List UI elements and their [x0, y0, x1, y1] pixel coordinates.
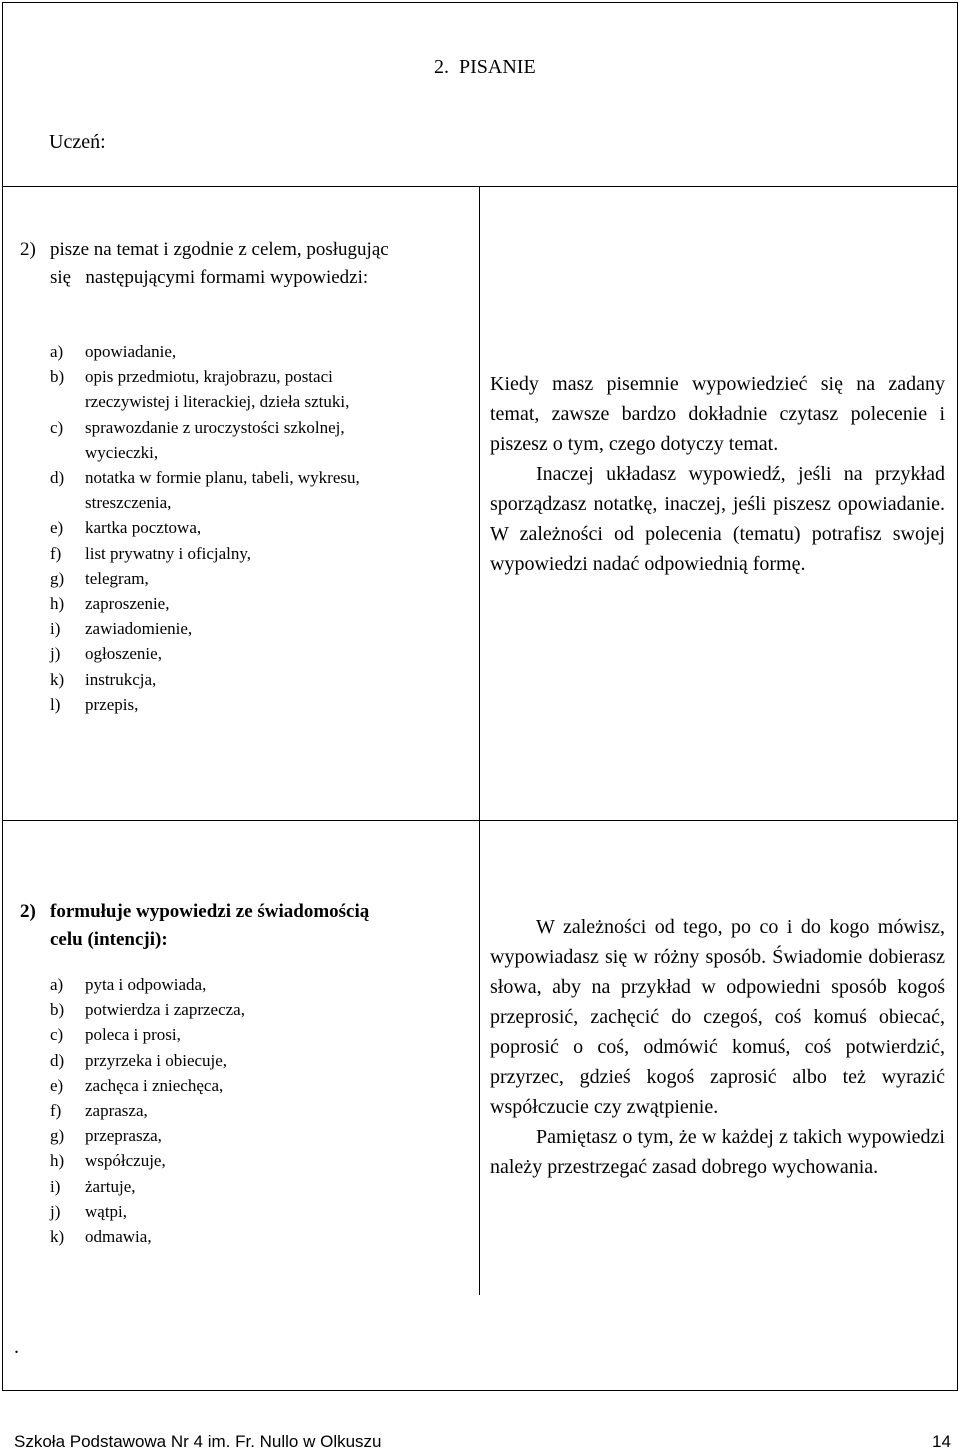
list-item-marker: k) [50, 669, 65, 689]
list-item-text: zaproszenie, [85, 594, 170, 614]
list-item [50, 997, 470, 1022]
table-column-divider-1 [479, 186, 480, 820]
block2-explanation-para2: Pamiętasz o tym, że w każdej z takich wypowiedzi należy przestrzegać zasad dobrego wychowania. [490, 1126, 945, 1178]
block1-explanation-para2: Inaczej układasz wypowiedź, jeśli na przykład sporządzasz notatkę, inaczej, jeśli piszesz opowiadanie. W zależności od polecenia (tematu) potrafisz swojej wypowiedzi nadać odpowiednią formę. [490, 463, 945, 575]
block1-heading [20, 236, 470, 292]
list-item-text: kartka pocztowa, [85, 518, 202, 538]
list-item-text: streszczenia, [85, 493, 172, 513]
dot-mark: . [14, 1336, 19, 1358]
list-item-text: współczuje, [85, 1151, 166, 1171]
block1-heading-line1: pisze na temat i zgodnie z celem, posługując [50, 239, 389, 260]
block1-heading-number: 2) [20, 239, 36, 260]
list-item-text: opis przedmiotu, krajobrazu, postaci [85, 367, 333, 387]
section-title: 2. PISANIE [434, 56, 536, 78]
list-item-text: odmawia, [85, 1227, 152, 1247]
list-item [50, 1073, 470, 1098]
list-item-marker: l) [50, 694, 61, 714]
list-item [50, 692, 470, 717]
list-item-text: telegram, [85, 568, 149, 588]
list-item [50, 667, 470, 692]
list-item-marker: e) [50, 518, 64, 538]
list-item [50, 616, 470, 641]
list-item [50, 515, 470, 540]
list-item-marker: b) [50, 367, 65, 387]
list-item-text: opowiadanie, [85, 342, 177, 361]
list-item-marker: g) [50, 568, 65, 588]
list-item [50, 1148, 470, 1173]
list-item-text: pyta i odpowiada, [85, 975, 207, 994]
list-item [50, 1224, 470, 1249]
list-item-text: rzeczywistej i literackiej, dzieła sztuki, [85, 392, 350, 412]
list-item [50, 541, 470, 566]
list-item-marker: b) [50, 1000, 65, 1020]
list-item-marker: g) [50, 1126, 65, 1146]
table-bottom-border [2, 1390, 958, 1391]
list-item-marker: c) [50, 1025, 64, 1045]
block2-explanation [490, 912, 945, 1182]
list-item-text: wątpi, [85, 1201, 128, 1221]
list-item-marker: h) [50, 1151, 65, 1171]
list-item [50, 1123, 470, 1148]
list-item-text: sprawozdanie z uroczystości szkolnej, [85, 417, 345, 437]
list-item [50, 1022, 470, 1047]
block2-explanation-para1: W zależności od tego, po co i do kogo mówisz, wypowiadasz się w różny sposób. Świadomie dobierasz słowa, aby na przykład w odpowiedni sposób kogoś przeprosić, zachęcić do czegoś, coś komuś obiecać, poprosić o coś, odmówić komuś, coś potwierdzić, przyrzec, gdzieś kogoś zaprosić albo też wyrazić współczucie czy zwątpienie. [490, 916, 945, 1118]
block2-intentions-list [50, 972, 470, 1249]
list-item [50, 1199, 470, 1224]
table-top-border [2, 2, 958, 3]
list-item [50, 1048, 470, 1073]
list-item [50, 1098, 470, 1123]
table-right-border [957, 2, 958, 1390]
list-item-text: poleca i prosi, [85, 1025, 181, 1045]
block1-explanation [490, 369, 945, 579]
block1-heading-line2: się następującymi formami wypowiedzi: [50, 267, 369, 288]
list-item-marker: k) [50, 1227, 65, 1247]
list-item-marker: d) [50, 1050, 65, 1070]
list-item-text: zawiadomienie, [85, 619, 193, 639]
list-item [50, 972, 470, 997]
list-item-text: zaprasza, [85, 1101, 148, 1121]
list-item [50, 591, 470, 616]
block1-forms-list [50, 339, 470, 717]
list-item-marker: i) [50, 619, 61, 639]
list-item [50, 364, 470, 414]
list-item-marker: e) [50, 1075, 64, 1095]
table-border-middle [2, 820, 958, 821]
list-item-marker: j) [50, 644, 61, 664]
list-item-marker: j) [50, 1201, 61, 1221]
list-item-text: żartuje, [85, 1176, 136, 1196]
list-item-text: przyrzeka i obiecuje, [85, 1050, 228, 1070]
table-border-below-uczen [2, 186, 958, 187]
block1-explanation-para1: Kiedy masz pisemnie wypowiedzieć się na zadany temat, zawsze bardzo dokładnie czytasz polecenie i piszesz o tym, czego dotyczy temat. [490, 373, 945, 455]
list-item-marker: h) [50, 594, 65, 614]
block2-heading-line1: formułuje wypowiedzi ze świadomością [50, 901, 370, 922]
list-item-text: zachęca i zniechęca, [85, 1075, 224, 1095]
list-item [50, 415, 470, 465]
table-left-border [2, 2, 3, 1390]
list-item [50, 339, 470, 364]
list-item-marker: a) [50, 342, 64, 361]
block2-heading-number: 2) [20, 901, 36, 922]
list-item-text: notatka w formie planu, tabeli, wykresu, [85, 468, 360, 488]
list-item-marker: i) [50, 1176, 61, 1196]
list-item-text: potwierdza i zaprzecza, [85, 1000, 245, 1020]
list-item-marker: c) [50, 417, 64, 437]
list-item [50, 1174, 470, 1199]
block2-heading-line2: celu (intencji): [50, 929, 168, 950]
list-item [50, 566, 470, 591]
footer-school: Szkoła Podstawowa Nr 4 im. Fr. Nullo w Olkuszu [14, 1432, 382, 1451]
list-item-marker: d) [50, 468, 65, 488]
list-item-text: wycieczki, [85, 442, 159, 462]
footer-page-number: 14 [932, 1432, 951, 1451]
list-item-marker: a) [50, 975, 64, 994]
list-item-text: ogłoszenie, [85, 644, 162, 664]
uczen-label: Uczeń: [49, 131, 106, 153]
list-item [50, 641, 470, 666]
list-item [50, 465, 470, 515]
list-item-text: przepis, [85, 694, 139, 714]
list-item-text: instrukcja, [85, 669, 157, 689]
list-item-text: list prywatny i oficjalny, [85, 543, 252, 563]
list-item-text: przeprasza, [85, 1126, 162, 1146]
block2-heading [20, 898, 470, 954]
list-item-marker: f) [50, 543, 62, 563]
list-item-marker: f) [50, 1101, 62, 1121]
table-column-divider-2 [479, 820, 480, 1295]
